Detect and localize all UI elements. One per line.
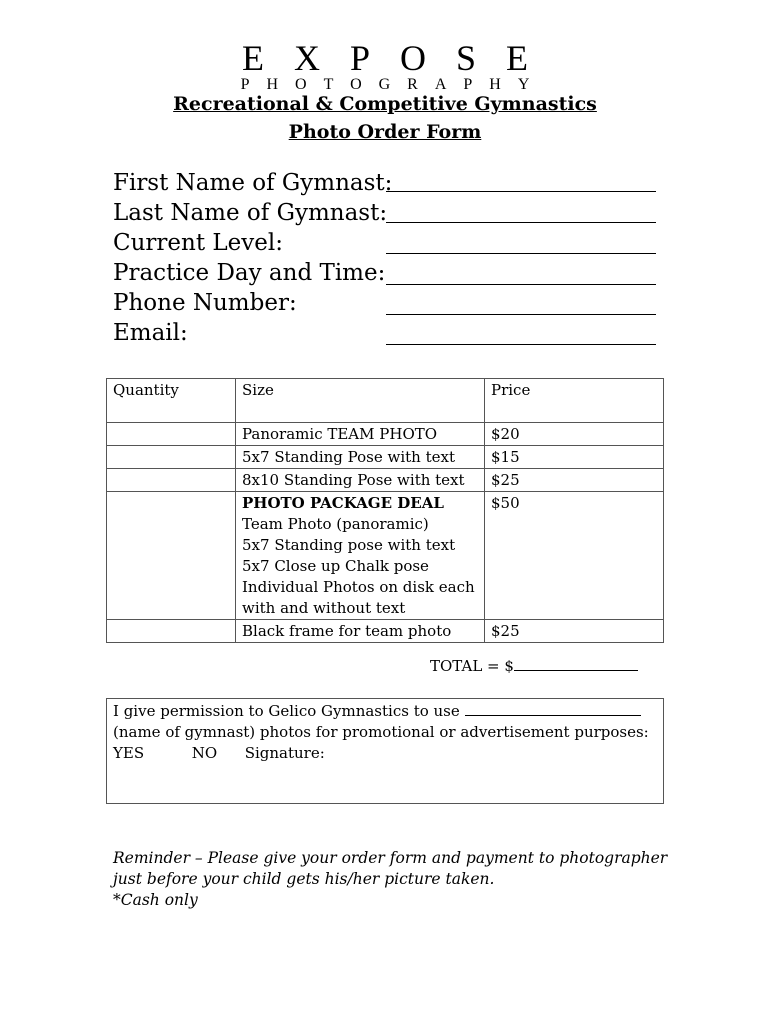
header-size: Size [236,379,485,423]
size-cell: Panoramic TEAM PHOTO [236,423,485,446]
cash-only-note: *Cash only [113,891,198,909]
first-name-label: First Name of Gymnast: [113,170,393,196]
table-header-row [107,379,664,423]
table-row [107,492,664,620]
header-price: Price [485,379,664,423]
last-name-label: Last Name of Gymnast: [113,200,388,226]
reminder-note [113,848,667,911]
package-item: with and without text [242,599,406,617]
table-row [107,446,664,469]
price-cell: $15 [485,446,664,469]
total-row [430,656,638,675]
package-item: 5x7 Standing pose with text [242,536,456,554]
permission-line-1 [113,701,657,722]
gymnast-name-field[interactable] [465,703,641,716]
no-option[interactable]: NO [191,744,218,762]
practice-day-field[interactable] [386,284,656,285]
phone-number-field[interactable] [386,314,656,315]
total-label: TOTAL = $ [430,657,514,675]
package-item: 5x7 Close up Chalk pose [242,557,429,575]
first-name-field[interactable] [386,191,656,192]
email-field[interactable] [386,344,656,345]
quantity-cell[interactable] [107,620,236,643]
price-cell: $50 [485,492,664,620]
practice-day-label: Practice Day and Time: [113,260,386,286]
current-level-label: Current Level: [113,230,283,256]
reminder-line: Reminder – Please give your order form and payment to photographer [113,849,668,867]
current-level-field[interactable] [386,253,656,254]
price-cell: $25 [485,469,664,492]
size-cell: 5x7 Standing Pose with text [236,446,485,469]
logo-wordmark: EXPOSE [241,38,559,78]
total-field[interactable] [514,656,638,671]
permission-text: I give permission to Gelico Gymnastics to use [113,702,460,720]
yes-option[interactable]: YES [113,744,145,762]
size-cell: Black frame for team photo [236,620,485,643]
package-item: Individual Photos on disk each [242,578,475,596]
permission-box [106,698,664,804]
size-cell [236,492,485,620]
permission-options [113,743,657,764]
reminder-line: just before your child gets his/her picture taken. [113,870,495,888]
signature-label: Signature: [244,744,325,762]
form-subtitle: Photo Order Form [288,121,482,143]
quantity-cell[interactable] [107,446,236,469]
logo-subtitle: PHOTOGRAPHY [240,76,547,93]
quantity-cell[interactable] [107,423,236,446]
permission-line-2: (name of gymnast) photos for promotional or advertisement purposes: [113,723,649,741]
order-table [106,378,664,643]
package-title: PHOTO PACKAGE DEAL [242,494,444,512]
table-row [107,423,664,446]
price-cell: $25 [485,620,664,643]
header-quantity: Quantity [107,379,236,423]
price-cell: $20 [485,423,664,446]
phone-number-label: Phone Number: [113,290,297,316]
email-label: Email: [113,320,188,346]
quantity-cell[interactable] [107,469,236,492]
table-row [107,620,664,643]
table-row [107,469,664,492]
last-name-field[interactable] [386,222,656,223]
size-cell: 8x10 Standing Pose with text [236,469,485,492]
quantity-cell[interactable] [107,492,236,620]
package-item: Team Photo (panoramic) [242,515,429,533]
form-title: Recreational & Competitive Gymnastics [173,93,597,115]
